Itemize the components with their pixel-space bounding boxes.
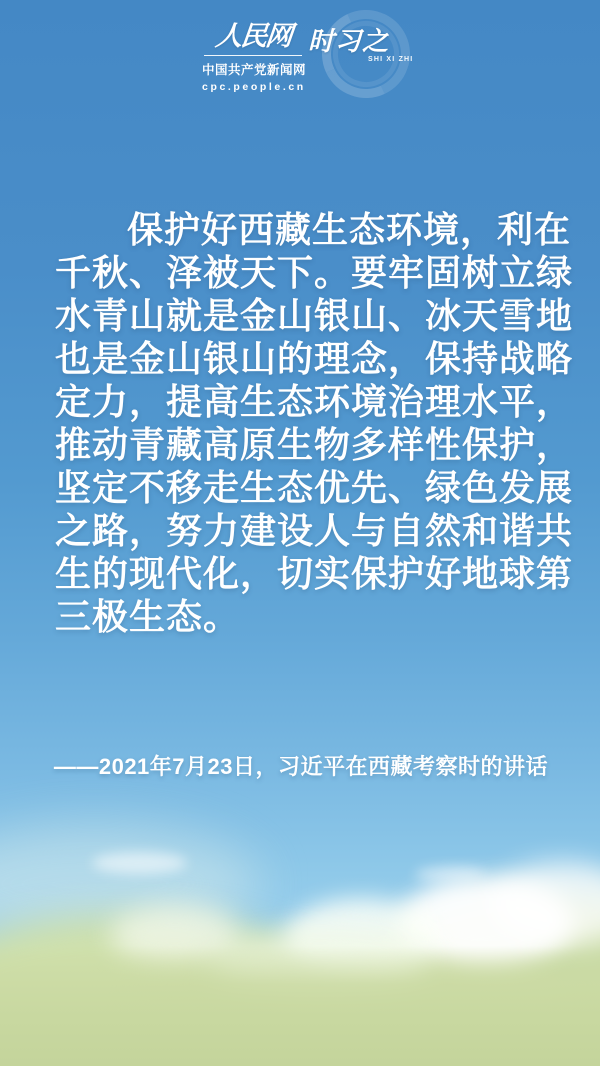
- quote-line: 千秋、泽被天下。要牢固树立绿: [55, 252, 574, 293]
- quote-line: 坚定不移走生态优先、绿色发展: [55, 467, 574, 508]
- quote-text-block: [0, 208, 600, 638]
- shixizhi-romanized-label: SHI XI ZHI: [368, 56, 414, 63]
- meadow-clouds-scenery: [0, 836, 600, 1066]
- peoples-daily-logo: [202, 21, 307, 93]
- quote-attribution: ——2021年7月23日，习近平在西藏考察时的讲话: [53, 754, 548, 779]
- meadow-ground: [0, 946, 600, 1066]
- quote-line: 也是金山银山的理念，保持战略: [55, 338, 574, 379]
- logo-divider-line: [204, 55, 302, 56]
- cpc-url-label: cpc.people.cn: [202, 81, 306, 93]
- wispy-cloud-left: [92, 852, 187, 874]
- quote-line: 之路，努力建设人与自然和谐共: [55, 510, 574, 551]
- quote-line: 三极生态。: [55, 596, 241, 637]
- quote-line: 水青山就是金山银山、冰天雪地: [55, 295, 574, 336]
- shixizhi-logo: [306, 0, 426, 120]
- shixizhi-wordmark: 时习之: [308, 26, 390, 56]
- quote-line: 定力，提高生态环境治理水平，: [55, 381, 574, 422]
- header-logos: [0, 0, 600, 120]
- quote-line: 生的现代化，切实保护好地球第: [55, 553, 574, 594]
- quote-line: 推动青藏高原生物多样性保护，: [55, 424, 574, 465]
- cpc-news-label: 中国共产党新闻网: [202, 63, 307, 77]
- quote-line: 保护好西藏生态环境，利在: [127, 209, 572, 250]
- peoples-daily-wordmark: 人民网: [213, 21, 293, 52]
